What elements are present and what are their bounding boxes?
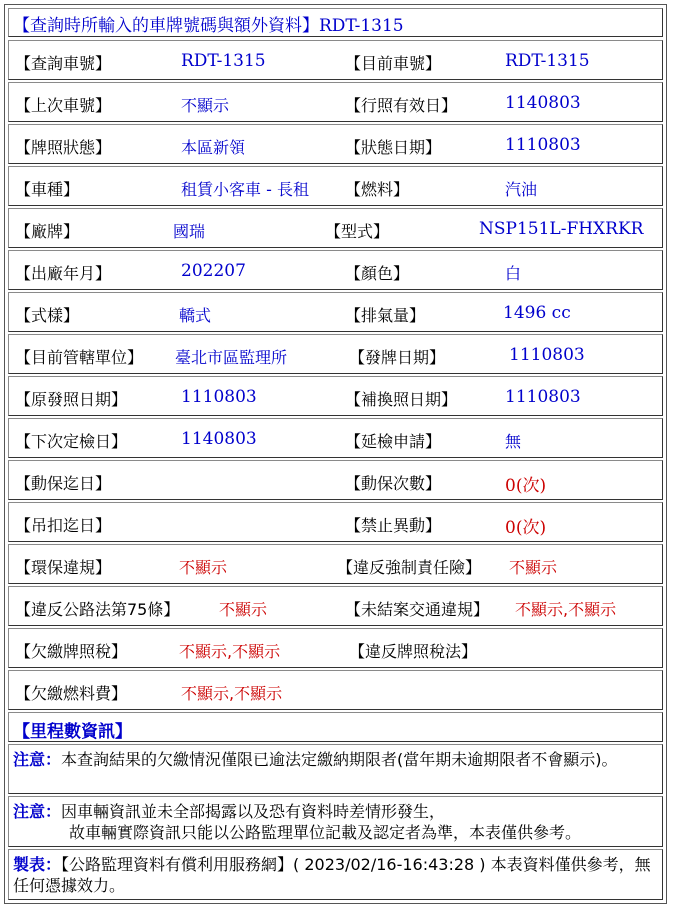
- row-value-left: 不顯示: [219, 600, 268, 619]
- info-row: [8, 334, 663, 374]
- info-row: [8, 292, 663, 332]
- row-label-right: 【補換照日期】: [345, 390, 458, 409]
- row-value-left: 1110803: [181, 387, 257, 407]
- info-row: [8, 376, 663, 416]
- row-label-left: 【原發照日期】: [15, 390, 128, 409]
- info-row: [8, 208, 663, 248]
- row-value-left: 轎式: [179, 306, 212, 325]
- row-label-right: 【顏色】: [345, 264, 410, 283]
- note-disclaimer: [8, 796, 663, 847]
- row-label-right: 【延檢申請】: [345, 432, 442, 451]
- row-label-right: 【違反強制責任險】: [337, 558, 482, 577]
- row-value-left: 1140803: [181, 429, 257, 449]
- row-label-left: 【查詢車號】: [15, 54, 112, 73]
- info-row: [8, 418, 663, 458]
- row-label-left: 【式樣】: [15, 306, 80, 325]
- row-value-left: 國瑞: [173, 222, 206, 241]
- header-title-label: 【查詢時所輸入的車牌號碼與額外資料】: [13, 16, 319, 36]
- info-row: [8, 460, 663, 500]
- note2-line2: 故車輛實際資訊只能以公路監理單位記載及認定者為準，本表僅供參考。: [69, 823, 582, 842]
- row-value-right: 不顯示: [509, 558, 558, 577]
- footer-text: 【公路監理資料有償利用服務網】( 2023/02/16-16:43:28 ) 本表資料僅供參考，無任何憑據效力。: [13, 855, 651, 895]
- note-arrears: [8, 744, 663, 794]
- note1-label: 注意：: [13, 750, 62, 769]
- info-row: [8, 82, 663, 122]
- row-value-right: 汽油: [505, 180, 538, 199]
- row-value-right: 不顯示,不顯示: [515, 600, 617, 619]
- footer-section: [8, 849, 663, 900]
- row-label-right: 【未結案交通違規】: [345, 600, 490, 619]
- info-row: [8, 544, 663, 584]
- row-label-right: 【行照有效日】: [345, 96, 458, 115]
- row-value-left: 本區新領: [181, 138, 246, 157]
- row-label-left: 【動保迄日】: [15, 474, 112, 493]
- info-row: [8, 250, 663, 290]
- note2-label: 注意：: [13, 802, 62, 821]
- row-label-right: 【動保次數】: [345, 474, 442, 493]
- info-row: [8, 166, 663, 206]
- row-value-right: 1496 cc: [503, 303, 571, 323]
- row-value-left: RDT-1315: [181, 51, 266, 71]
- row-label-left: 【牌照狀態】: [15, 138, 112, 157]
- row-label-right: 【違反牌照稅法】: [349, 642, 478, 661]
- row-value-left: 不顯示,不顯示: [181, 684, 283, 703]
- row-label-right: 【燃料】: [345, 180, 410, 199]
- row-label-left: 【下次定檢日】: [15, 432, 128, 451]
- report-header: [8, 8, 663, 37]
- row-label-left: 【上次車號】: [15, 96, 112, 115]
- row-value-right: 0(次): [505, 518, 547, 538]
- info-row: [8, 502, 663, 542]
- row-value-right: 0(次): [505, 476, 547, 496]
- info-row: [8, 40, 663, 80]
- note2-line1: 因車輛資訊並未全部揭露以及恐有資料時差情形發生，: [61, 802, 446, 821]
- info-row: [8, 628, 663, 668]
- row-value-left: 不顯示: [179, 558, 228, 577]
- row-label-left: 【欠繳燃料費】: [15, 684, 128, 703]
- row-value-left: 租賃小客車 - 長租: [181, 180, 309, 199]
- note1-text: 本查詢結果的欠繳情況僅限已逾法定繳納期限者(當年期未逾期限者不會顯示)。: [61, 750, 618, 769]
- info-row: [8, 670, 663, 710]
- row-label-right: 【狀態日期】: [345, 138, 442, 157]
- row-label-right: 【目前車號】: [345, 54, 442, 73]
- row-value-left: 臺北市區監理所: [175, 348, 288, 367]
- row-value-left: 不顯示: [181, 96, 230, 115]
- row-value-left: 不顯示,不顯示: [179, 642, 281, 661]
- row-label-right: 【發牌日期】: [349, 348, 446, 367]
- row-value-right: 1110803: [505, 387, 581, 407]
- row-label-left: 【欠繳牌照稅】: [15, 642, 128, 661]
- info-row: [8, 586, 663, 626]
- row-value-right: 1140803: [505, 93, 581, 113]
- row-value-left: 202207: [181, 261, 246, 281]
- row-value-right: 無: [505, 432, 522, 451]
- mileage-section: [8, 712, 663, 742]
- row-label-left: 【出廠年月】: [15, 264, 112, 283]
- row-value-right: NSP151L-FHXRKR: [479, 219, 644, 239]
- row-value-right: 白: [505, 264, 522, 283]
- row-label-left: 【目前管轄單位】: [15, 348, 144, 367]
- row-value-right: 1110803: [505, 135, 581, 155]
- row-label-left: 【廠牌】: [15, 222, 80, 241]
- row-label-right: 【排氣量】: [345, 306, 426, 325]
- row-label-right: 【禁止異動】: [345, 516, 442, 535]
- row-label-left: 【吊扣迄日】: [15, 516, 112, 535]
- vehicle-report-panel: [4, 4, 667, 904]
- row-value-right: RDT-1315: [505, 51, 590, 71]
- row-value-right: 1110803: [509, 345, 585, 365]
- row-label-left: 【環保違規】: [15, 558, 112, 577]
- row-label-left: 【違反公路法第75條】: [15, 600, 180, 619]
- row-label-right: 【型式】: [325, 222, 390, 241]
- row-label-left: 【車種】: [15, 180, 80, 199]
- info-row: [8, 124, 663, 164]
- footer-label: 製表：: [13, 855, 62, 874]
- header-title-plate: RDT-1315: [319, 16, 404, 36]
- mileage-label: 【里程數資訊】: [13, 722, 132, 742]
